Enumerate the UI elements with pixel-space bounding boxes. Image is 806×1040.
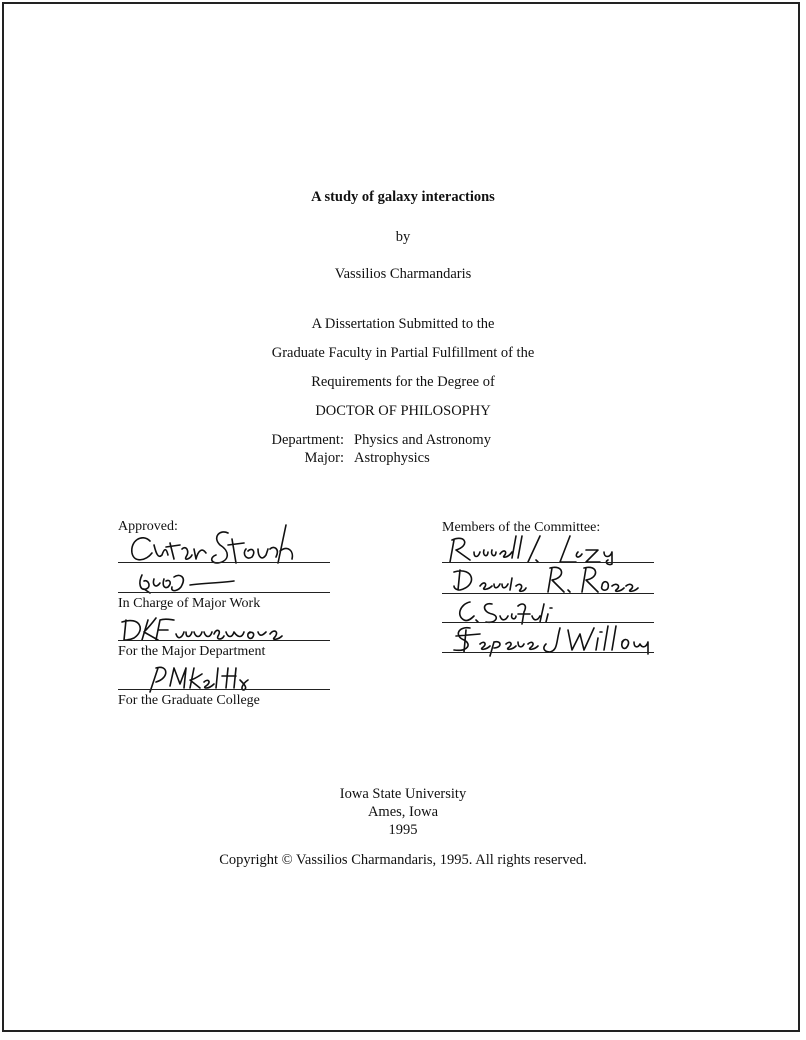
signature-line-4: [118, 689, 330, 690]
department-value: Physics and Astronomy: [354, 432, 491, 448]
signature-line-2: [118, 592, 330, 593]
major-row: [204, 449, 604, 467]
university-name: Iowa State University: [339, 786, 467, 802]
major-value: Astrophysics: [354, 450, 430, 466]
committee-member-4-signature: [446, 622, 668, 656]
statement-line-1: A Dissertation Submitted to the: [311, 316, 495, 332]
dissertation-title: A study of galaxy interactions: [311, 189, 495, 205]
department-label: Department:: [271, 432, 344, 448]
committee-line-2: [442, 593, 654, 594]
department-row: [204, 431, 604, 449]
statement-line-3: Requirements for the Degree of: [311, 374, 495, 390]
submission-year: 1995: [388, 822, 418, 838]
signature-line-3: [118, 640, 330, 641]
graduate-college-label: For the Graduate College: [118, 693, 260, 708]
statement-line-2: Graduate Faculty in Partial Fulfillment of the: [271, 345, 535, 361]
committee-label: Members of the Committee:: [442, 520, 601, 535]
dissertation-title-page: [2, 2, 800, 1032]
copyright-notice: Copyright © Vassilios Charmandaris, 1995. All rights reserved.: [219, 852, 587, 868]
degree-name: DOCTOR OF PHILOSOPHY: [315, 403, 491, 419]
major-department-label: For the Major Department: [118, 644, 266, 659]
signature-line-1: [118, 562, 330, 563]
major-label: Major:: [304, 450, 344, 466]
author-name: Vassilios Charmandaris: [334, 266, 472, 282]
committee-member-1-signature: [446, 532, 646, 566]
by-line: by: [395, 229, 411, 245]
approved-label: Approved:: [118, 519, 178, 534]
committee-member-3-signature: [452, 596, 602, 624]
committee-member-2-signature: [450, 562, 650, 596]
committee-line-4: [442, 652, 654, 653]
university-location: Ames, Iowa: [367, 804, 439, 820]
major-work-label: In Charge of Major Work: [118, 596, 261, 611]
